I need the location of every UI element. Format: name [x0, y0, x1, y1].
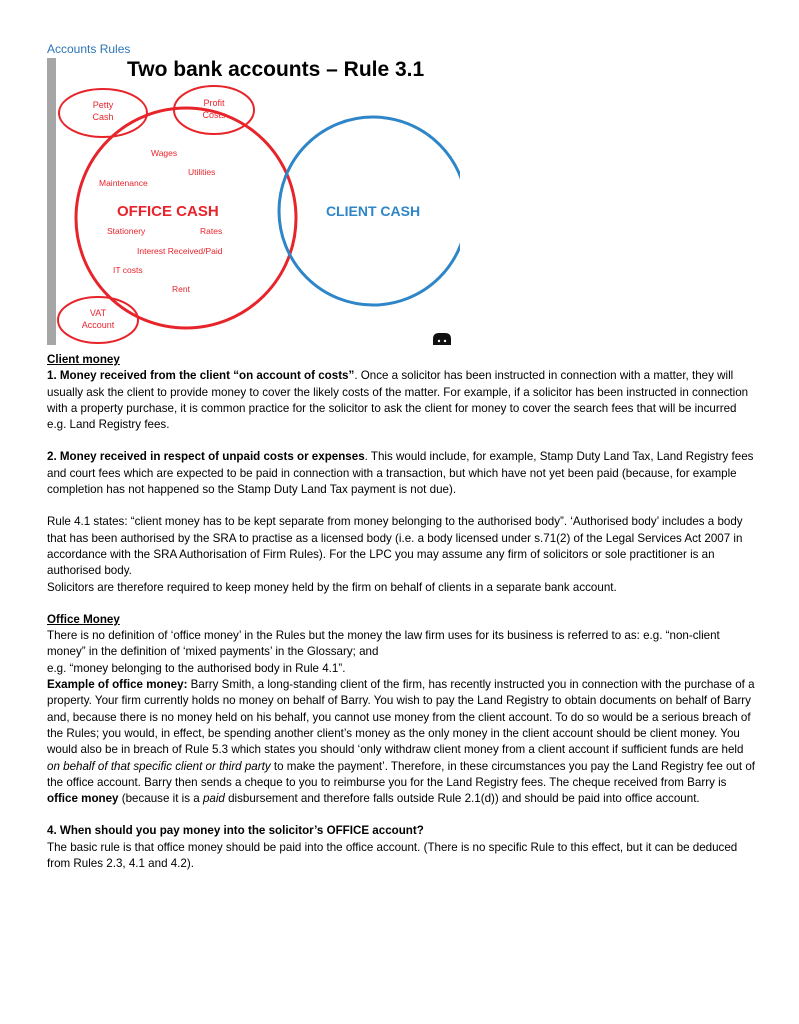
vat-account-line1: VAT [89, 308, 107, 318]
client-money-para-3: Rule 4.1 states: “client money has to be kept separate from money belonging to the authorised body”. ‘Authorised body’ includes a body that has been authorised by the SRA to practise as a licensed body (i.e. a body licensed under s.71(2) of the Legal Services Act 2007 in accordance with the SRA Authorisation of Firm Rules). For the LPC you may assume any firm of solicitors or sole practitioner is an authorised body. [47, 515, 743, 578]
item-it-costs: IT costs [113, 265, 143, 275]
item-interest: Interest Received/Paid [137, 246, 223, 256]
diagram-slide [47, 58, 460, 345]
section-4-para-1: The basic rule is that office money should be paid into the office account. (There is no specific Rule to this effect, but it can be deduced from Rules 2.3, 4.1 and 4.2). [47, 840, 738, 871]
item-wages: Wages [151, 148, 178, 158]
item-rates: Rates [200, 226, 223, 236]
small-figure-eye-right [444, 340, 446, 342]
small-figure-eye-left [438, 340, 440, 342]
office-money-para-1: There is no definition of ‘office money’ in the Rules but the money the law firm uses for its business is referred to as: e.g. “non-client money” in the definition of ‘mixed payments’ in the Glossary; and [47, 629, 720, 659]
vat-account-line2: Account [81, 320, 115, 330]
item-stationery: Stationery [107, 226, 146, 236]
item-utilities: Utilities [188, 167, 216, 177]
petty-cash-line1: Petty [92, 100, 114, 110]
header-label: Accounts Rules [47, 42, 131, 56]
profit-costs-line2: Costs [202, 110, 226, 120]
office-money-heading: Office Money [47, 612, 120, 626]
client-money-heading: Client money [47, 353, 120, 366]
client-cash-label: CLIENT CASH [325, 203, 421, 219]
office-money-para-2: e.g. “money belonging to the authorised body in Rule 4.1”. [47, 661, 346, 675]
small-figure-icon [433, 333, 451, 345]
section-4-heading: 4. When should you pay money into the solicitor’s OFFICE account? [47, 824, 424, 838]
slide-title: Two bank accounts – Rule 3.1 [127, 58, 425, 81]
office-money-example: Example of office money: Barry Smith, a long-standing client of the firm, has recently instructed you in connection with the purchase of a property. Your firm currently holds no money on behalf of Barry. You wish to pay the Land Registry to obtain documents on behalf of Barry and, because there is no money held on his behalf, you cannot use money from the client account. To do so would be a serious breach of the Rules; you would, in effect, be spending another client’s money as the only money in the client account should be client money. You would also be in breach of Rule 5.3 which states you should ‘only withdraw client money from a client account if sufficient funds are held on behalf of that specific client or third party to make the payment’. Therefore, in these circumstances you pay the Land Registry fee out of the office account. Barry then sends a cheque to you to reimburse you for the Land Registry fees. The cheque received from Barry is office money (because it is a paid disbursement and therefore falls outside Rule 2.1(d)) and should be paid into office account. [47, 678, 756, 806]
client-money-para-4: Solicitors are therefore required to keep money held by the firm on behalf of clients in a separate bank account. [47, 580, 617, 594]
bank-accounts-diagram [47, 58, 460, 345]
item-rent: Rent [172, 284, 190, 294]
document-body [47, 352, 757, 872]
office-cash-label: OFFICE CASH [117, 203, 219, 220]
client-money-para-2: 2. Money received in respect of unpaid costs or expenses. This would include, for example, Stamp Duty Land Tax, Land Registry fees and court fees which are expected to be paid in connection with a transaction, but which have not yet been paid (because, for example completion has not happened so the Stamp Duty Land Tax payment is not due). [47, 450, 754, 497]
petty-cash-line2: Cash [92, 112, 114, 122]
profit-costs-line1: Profit [203, 98, 225, 108]
item-maintenance: Maintenance [99, 178, 148, 188]
client-money-para-1: 1. Money received from the client “on account of costs”. Once a solicitor has been instructed in connection with a matter, they will usually ask the client to provide money to cover the likely costs of the matter. For example, if a solicitor has been instructed in connection with a property purchase, it is common practice for the solicitor to ask the client for money to cover the search fees that will be incurred e.g. Land Registry fees. [47, 369, 749, 432]
